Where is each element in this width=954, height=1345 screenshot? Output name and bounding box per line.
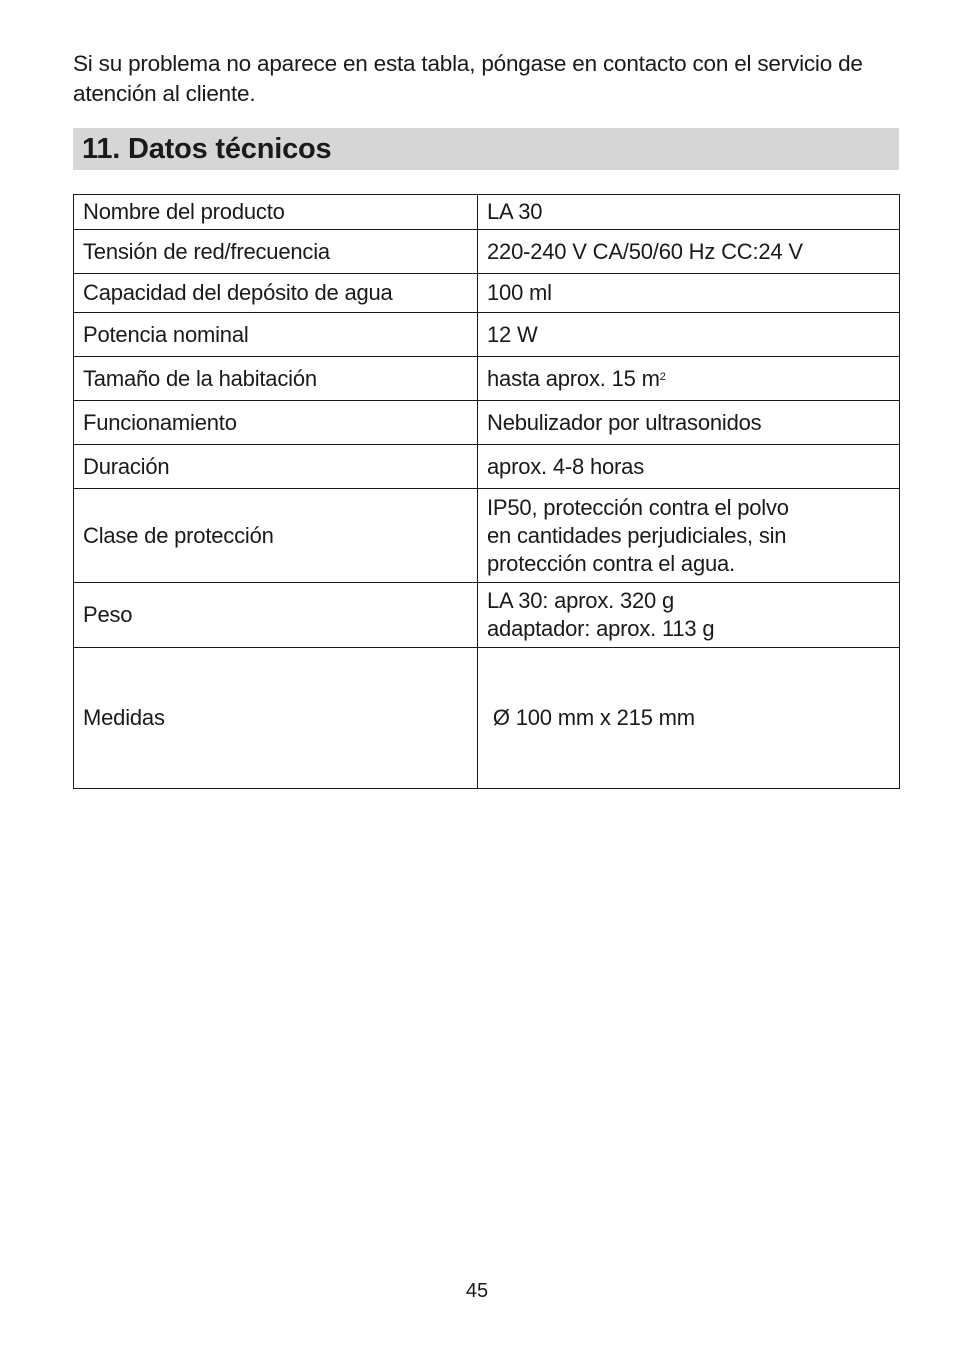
section-heading: 11. Datos técnicos: [73, 128, 899, 170]
spec-value: [478, 230, 900, 274]
spec-value-line: hasta aprox. 15 m: [487, 365, 660, 391]
spec-value-line: protección contra el agua.: [487, 550, 735, 576]
table-row: [74, 648, 900, 789]
spec-value-line: 220-240 V CA/50/60 Hz CC:24 V: [487, 238, 803, 264]
table-row: [74, 583, 900, 648]
spec-label: Clase de protección: [74, 489, 478, 583]
spec-value-line: en cantidades perjudiciales, sin: [487, 522, 787, 548]
spec-value-line: 100 ml: [487, 280, 552, 305]
table-row: [74, 230, 900, 274]
spec-value: [478, 357, 900, 401]
spec-value-line: 12 W: [487, 321, 538, 347]
superscript: 2: [659, 370, 666, 383]
spec-value-line: aprox. 4-8 horas: [487, 453, 644, 479]
spec-label: Capacidad del depósito de agua: [74, 274, 478, 313]
table-row: [74, 357, 900, 401]
table-row: [74, 195, 900, 230]
table-row: [74, 445, 900, 489]
page-number: 45: [465, 1280, 489, 1302]
table-row: [74, 274, 900, 313]
spec-label: Tensión de red/frecuencia: [74, 230, 478, 274]
spec-value: [478, 648, 900, 789]
spec-value: [478, 274, 900, 313]
spec-value-line: IP50, protección contra el polvo: [487, 494, 789, 520]
spec-label: Duración: [74, 445, 478, 489]
spec-value: [478, 583, 900, 648]
spec-label: Funcionamiento: [74, 401, 478, 445]
spec-value: [478, 489, 900, 583]
spec-label: Tamaño de la habitación: [74, 357, 478, 401]
spec-value-line: LA 30: aprox. 320 g: [487, 588, 675, 613]
spec-value: [478, 445, 900, 489]
spec-label: Nombre del producto: [74, 195, 478, 230]
spec-label: Potencia nominal: [74, 313, 478, 357]
spec-value: [478, 313, 900, 357]
spec-label: Medidas: [74, 648, 478, 789]
table-row: [74, 401, 900, 445]
table-row: [74, 489, 900, 583]
table-row: [74, 313, 900, 357]
spec-value-line: Nebulizador por ultrasonidos: [487, 409, 762, 435]
intro-paragraph: Si su problema no aparece en esta tabla, póngase en contacto con el servicio de atención al cliente.: [73, 51, 863, 106]
spec-label: Peso: [74, 583, 478, 648]
spec-value-line: LA 30: [487, 199, 543, 224]
spec-value: [478, 195, 900, 230]
spec-value: [478, 401, 900, 445]
spec-value-line: adaptador: aprox. 113 g: [487, 616, 715, 641]
technical-data-table: [73, 194, 900, 789]
spec-value-line: Ø 100 mm x 215 mm: [487, 705, 695, 730]
